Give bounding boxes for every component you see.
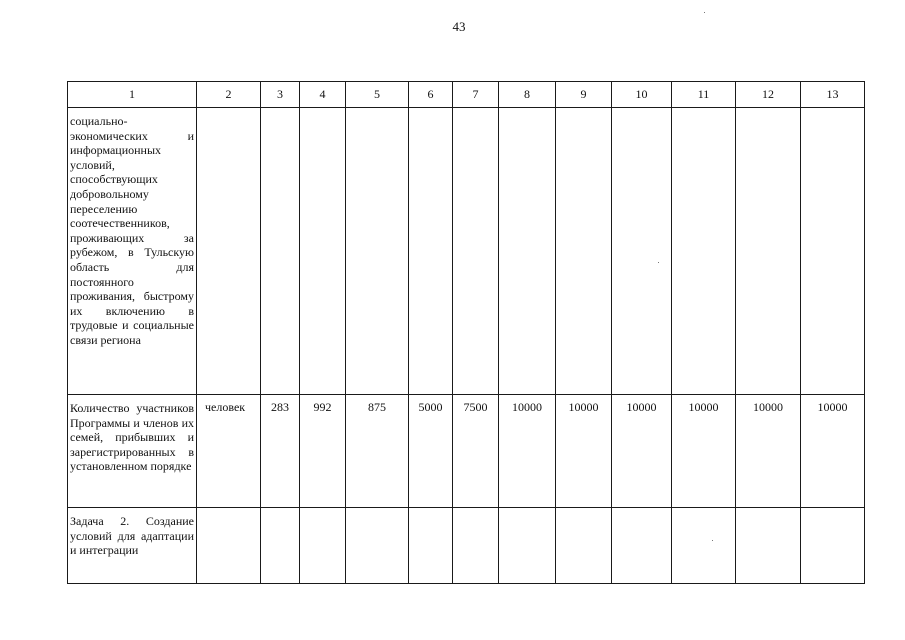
value-cell	[409, 508, 453, 584]
table-header-row	[68, 82, 865, 108]
value-cell: 7500	[453, 395, 499, 508]
unit-cell	[197, 508, 261, 584]
value-cell: 875	[346, 395, 409, 508]
value-cell	[612, 108, 672, 395]
value-cell	[300, 508, 346, 584]
value-cell	[453, 508, 499, 584]
row-description-cell	[68, 395, 197, 508]
scan-speck	[712, 540, 713, 541]
value-cell	[346, 508, 409, 584]
value-cell	[556, 108, 612, 395]
value-cell: 10000	[499, 395, 556, 508]
value-cell	[556, 508, 612, 584]
column-header: 12	[736, 82, 801, 108]
scan-speck	[658, 262, 659, 263]
column-header: 5	[346, 82, 409, 108]
value-cell	[409, 108, 453, 395]
value-cell	[499, 508, 556, 584]
row-description: Количество участников Программы и членов их семей, прибывших и зарегистрированных в установленном порядке	[70, 401, 194, 474]
row-description-cell	[68, 108, 197, 395]
unit-cell: человек	[197, 395, 261, 508]
column-header: 7	[453, 82, 499, 108]
value-cell: 5000	[409, 395, 453, 508]
value-cell	[261, 108, 300, 395]
value-cell: 283	[261, 395, 300, 508]
column-header: 6	[409, 82, 453, 108]
value-cell: 10000	[556, 395, 612, 508]
value-cell	[261, 508, 300, 584]
value-cell	[499, 108, 556, 395]
table-row	[68, 395, 865, 508]
column-header: 2	[197, 82, 261, 108]
table-row	[68, 108, 865, 395]
value-cell: 10000	[612, 395, 672, 508]
value-cell	[346, 108, 409, 395]
row-description: Задача 2. Создание условий для адаптации и интеграции	[70, 514, 194, 558]
column-header: 4	[300, 82, 346, 108]
value-cell: 10000	[672, 395, 736, 508]
value-cell	[672, 108, 736, 395]
column-header: 1	[68, 82, 197, 108]
column-header: 13	[801, 82, 865, 108]
value-cell	[736, 508, 801, 584]
column-header: 9	[556, 82, 612, 108]
unit-cell	[197, 108, 261, 395]
value-cell: 992	[300, 395, 346, 508]
value-cell: 10000	[736, 395, 801, 508]
value-cell	[672, 508, 736, 584]
indicators-table	[67, 81, 865, 584]
column-header: 8	[499, 82, 556, 108]
value-cell	[801, 508, 865, 584]
value-cell: 10000	[801, 395, 865, 508]
column-header: 11	[672, 82, 736, 108]
table-row	[68, 508, 865, 584]
value-cell	[612, 508, 672, 584]
scan-speck	[704, 12, 705, 13]
row-description: социально-экономических и информационных условий, способствующих добровольному переселению соотечественников, проживающих за рубежом, в Тульскую область для постоянного проживания, быстрому их включению в трудовые и социальные связи региона	[70, 114, 194, 347]
value-cell	[300, 108, 346, 395]
value-cell	[453, 108, 499, 395]
row-description-cell	[68, 508, 197, 584]
value-cell	[801, 108, 865, 395]
page-number: 43	[452, 19, 466, 34]
value-cell	[736, 108, 801, 395]
column-header: 10	[612, 82, 672, 108]
column-header: 3	[261, 82, 300, 108]
